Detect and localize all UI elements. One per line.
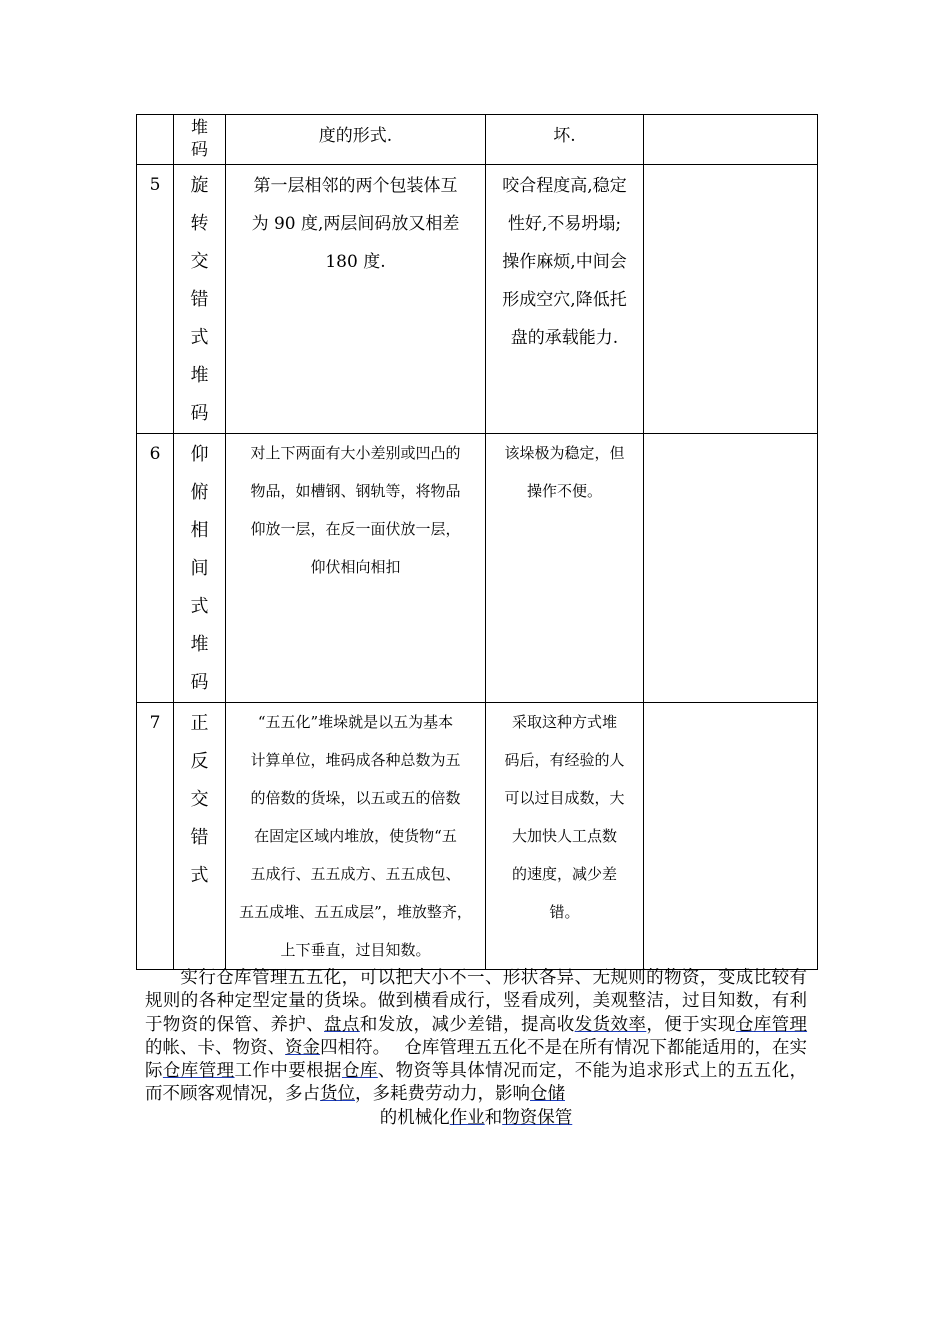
- table-row: [137, 115, 818, 165]
- link-cargo-space[interactable]: 货位: [320, 1084, 355, 1105]
- description-cell: “五五化”堆垛就是以五为基本 计算单位，堆码成各种总数为五 的倍数的货垛，以五或五的倍数 在固定区域内堆放，使货物“五 五成行、五五成方、五五成包、 五五成堆、五五成层”，堆放整齐， 上下垂直，过目知数。: [226, 703, 486, 970]
- link-warehouse[interactable]: 仓库: [341, 1061, 378, 1082]
- description-cell: 度的形式.: [226, 115, 486, 165]
- evaluation-cell: 该垛极为稳定，但 操作不便。: [486, 434, 644, 703]
- method-name-cell: 堆 码: [174, 115, 226, 165]
- link-materials-custody[interactable]: 物资保管: [502, 1107, 573, 1128]
- empty-cell: [644, 165, 818, 434]
- table-row: [137, 165, 818, 434]
- method-name-cell: 正 反 交 错 式: [174, 703, 226, 970]
- link-shipping-efficiency[interactable]: 发货效率: [574, 1014, 647, 1035]
- description-cell: 对上下两面有大小差别或凹凸的 物品，如槽钢、钢轨等，将物品 仰放一层，在反一面伏放一层， 仰伏相向相扣: [226, 434, 486, 703]
- row-number: 7: [137, 703, 174, 970]
- table-row: [137, 434, 818, 703]
- row-number: 5: [137, 165, 174, 434]
- method-name-cell: 旋 转 交 错 式 堆 码: [174, 165, 226, 434]
- row-number: 6: [137, 434, 174, 703]
- link-inventory-count[interactable]: 盘点: [324, 1014, 360, 1035]
- link-warehouse-management[interactable]: 仓库管理: [735, 1014, 808, 1035]
- method-name-cell: 仰 俯 相 间 式 堆 码: [174, 434, 226, 703]
- body-paragraph: 实行仓库管理五五化，可以把大小不一、形状各异、无规则的物资，变成比较有规则的各种定型定量的货垛。做到横看成行，竖看成列，美观整洁，过目知数，有利于物资的保管、养护、盘点和发放，减少差错，提高收发货效率，便于实现仓库管理的帐、卡、物资、资金四相符。 仓库管理五五化不是在所有情况下都能适用的，在实际仓库管理工作中要根据仓库、物资等具体情况而定，不能为追求形式上的五五化，而不顾客观情况，多占货位，多耗费劳动力，影响仓储 的机械化作业和物资保管: [145, 968, 808, 1128]
- stacking-methods-table: [136, 114, 818, 970]
- evaluation-cell: 采取这种方式堆 码后，有经验的人 可以过目成数，大 大加快人工点数 的速度，减少差 错。: [486, 703, 644, 970]
- link-operations[interactable]: 作业: [449, 1107, 485, 1128]
- empty-cell: [644, 115, 818, 165]
- link-warehouse-management-2[interactable]: 仓库管理: [162, 1061, 235, 1082]
- empty-cell: [644, 703, 818, 970]
- description-cell: 第一层相邻的两个包装体互 为 90 度,两层间码放又相差 180 度.: [226, 165, 486, 434]
- evaluation-cell: 坏.: [486, 115, 644, 165]
- number-cell: [137, 115, 174, 165]
- link-storage[interactable]: 仓储: [530, 1084, 565, 1105]
- empty-cell: [644, 434, 818, 703]
- link-funds[interactable]: 资金: [285, 1037, 321, 1058]
- evaluation-cell: 咬合程度高,稳定 性好,不易坍塌; 操作麻烦,中间会 形成空穴,降低托 盘的承载能力.: [486, 165, 644, 434]
- table-row: [137, 703, 818, 970]
